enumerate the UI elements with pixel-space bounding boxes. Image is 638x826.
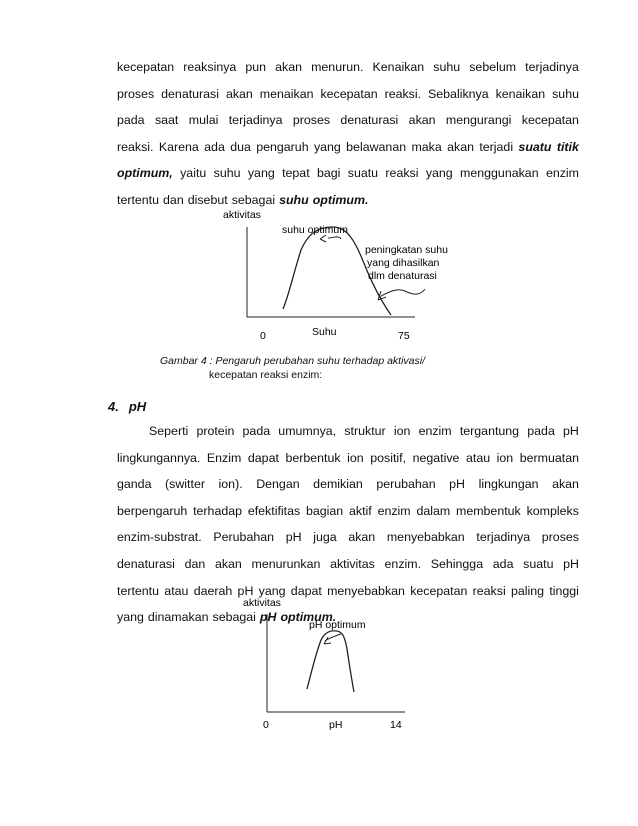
word: tertentu [117, 192, 160, 207]
text-line [117, 445, 579, 472]
word: menyebabkan [327, 583, 405, 598]
word: Seperti [149, 424, 189, 438]
word: suhu [433, 60, 461, 74]
side-annotation-line-1: peningkatan suhu [365, 244, 448, 256]
word: aktivitas [330, 556, 375, 571]
word: berbentuk [285, 450, 341, 465]
word: umumnya, [278, 424, 337, 438]
word: Karena [158, 139, 199, 154]
paragraph-1 [117, 54, 579, 214]
y-axis-label: aktivitas [243, 597, 281, 609]
word: pengaruh [256, 139, 309, 154]
word: yang [313, 139, 341, 154]
word: yang [247, 166, 275, 181]
word: membentuk [456, 503, 521, 518]
word: titik [556, 139, 579, 154]
word: akan [348, 530, 376, 545]
x-axis-label: Suhu [312, 326, 337, 338]
word: lingkungan [478, 477, 539, 492]
word: demikian [313, 477, 363, 492]
word: Dengan [256, 477, 300, 492]
word: positif, [370, 450, 407, 465]
word: reaksi. [117, 139, 154, 154]
word: kecepatan [117, 60, 175, 74]
word: bagian [305, 503, 344, 518]
word: Kenaikan [372, 60, 425, 74]
word: sebagai [212, 610, 256, 625]
word: dua [230, 139, 251, 154]
word: menurun. [311, 60, 364, 74]
word: kecepatan [410, 583, 468, 598]
x-min-label: 0 [260, 330, 266, 342]
word: terjadinya [476, 530, 531, 545]
figure-temperature-activity [215, 205, 485, 345]
word: belawanan [346, 139, 407, 154]
word: menaikan [259, 86, 314, 101]
word: akan [552, 477, 579, 492]
word: suhu [279, 192, 309, 207]
text-line [117, 498, 579, 525]
word: suatu [523, 556, 554, 571]
caption-line-2: kecepatan reaksi enzim: [209, 369, 323, 381]
word: negative [412, 450, 460, 465]
word: aktif [349, 503, 372, 518]
text-line [117, 471, 579, 498]
word: dan [163, 192, 184, 207]
word: struktur [344, 424, 386, 438]
word: ganda [117, 477, 152, 492]
figure-caption [160, 354, 425, 382]
word: Sebaliknya [428, 86, 489, 101]
section-title: pH [128, 399, 147, 414]
word: lingkungannya. [117, 450, 201, 465]
word: dinamakan [147, 610, 209, 625]
word: optimum. [280, 610, 337, 625]
text-line [117, 551, 579, 578]
word: kecepatan [320, 86, 378, 101]
word: optimum, [117, 166, 173, 181]
word: reaksi [472, 583, 506, 598]
word: pH [449, 477, 465, 492]
text-line [117, 81, 579, 108]
word: Sehingga [430, 556, 484, 571]
word: atau [164, 583, 189, 598]
word: dapat [247, 450, 279, 465]
word: dalam [416, 503, 451, 518]
word: menurunkan [251, 556, 321, 571]
word: yang [258, 583, 286, 598]
x-min-label: 0 [263, 719, 269, 731]
word: enzim. [384, 556, 422, 571]
word: reaksinya [183, 60, 237, 74]
peak-arrow [328, 237, 341, 239]
word: terhadap [193, 503, 243, 518]
word: ada [204, 139, 225, 154]
word: dan [184, 556, 206, 571]
word: Perubahan [213, 530, 275, 545]
x-max-label: 14 [390, 719, 402, 731]
word: mulai [188, 113, 219, 128]
word: proses [541, 530, 579, 545]
word: enzim-substrat. [117, 530, 202, 545]
word: suatu [518, 139, 552, 154]
word: sebagai [231, 192, 276, 207]
word: ada [492, 556, 514, 571]
word: perubahan [376, 477, 436, 492]
word: pun [245, 60, 267, 74]
word: terjadinya [525, 60, 579, 74]
word: proses [292, 113, 331, 128]
word: proses [117, 86, 155, 101]
peak-annotation: suhu optimum [282, 224, 348, 236]
text-line [117, 524, 579, 551]
word: enzim [377, 503, 411, 518]
word: pH [259, 610, 277, 625]
word: maka [411, 139, 442, 154]
word: bagi [316, 166, 341, 181]
x-axis-label: pH [329, 719, 343, 731]
word: suhu [552, 86, 579, 101]
word: pH [285, 530, 302, 545]
word: akan [214, 556, 242, 571]
text-line [117, 418, 579, 445]
word: dapat [290, 583, 322, 598]
peak-annotation: pH optimum [309, 619, 366, 631]
word: terjadi [479, 139, 514, 154]
word: enzim [418, 424, 452, 438]
word: mengurangi [445, 113, 512, 128]
word: ion [496, 450, 514, 465]
word: bermuatan [519, 450, 579, 465]
word: ion [347, 450, 364, 465]
word: sebelum [469, 60, 517, 74]
word: kecepatan [521, 113, 579, 128]
word: tepat [282, 166, 310, 181]
word: suhu [213, 166, 241, 181]
word: ion [393, 424, 411, 438]
caption-line-1: Gambar 4 : Pengaruh perubahan suhu terhadap aktivasi/ [160, 355, 426, 367]
word: tergantung [459, 424, 520, 438]
word: tinggi [549, 583, 579, 598]
word: paling [510, 583, 545, 598]
word: Enzim [206, 450, 242, 465]
word: (switter [165, 477, 205, 492]
word: pH [563, 424, 579, 438]
word: denaturasi [340, 113, 399, 128]
x-max-label: 75 [398, 330, 410, 342]
side-annotation-line-3: dlm denaturasi [368, 270, 437, 282]
word: yaitu [180, 166, 207, 181]
word: atau [465, 450, 491, 465]
word: pada [242, 424, 271, 438]
figure-ph-activity [235, 594, 415, 734]
word: kenaikan [495, 86, 546, 101]
word: pH [237, 583, 254, 598]
word: akan [225, 86, 253, 101]
side-annotation-line-2: yang dihasilkan [367, 257, 440, 269]
word: efektifitas [247, 503, 301, 518]
word: reaksi [385, 166, 419, 181]
section-number: 4. [108, 399, 119, 414]
word: tertentu [117, 583, 160, 598]
word: suatu [347, 166, 379, 181]
activity-curve [307, 631, 354, 692]
word: yang [117, 610, 144, 625]
word: pada [117, 113, 145, 128]
word: pada [527, 424, 555, 438]
side-arrow [379, 289, 425, 297]
word: akan [447, 139, 474, 154]
section-heading [108, 399, 156, 414]
word: juga [313, 530, 337, 545]
word: menyebabkan [386, 530, 465, 545]
word: denaturasi [161, 86, 220, 101]
word: akan [275, 60, 303, 74]
text-line [117, 54, 579, 81]
word: protein [196, 424, 235, 438]
word: pH [563, 556, 579, 571]
text-line [117, 107, 579, 134]
word: reaksi. [384, 86, 422, 101]
word: optimum. [312, 192, 369, 207]
word: enzim [545, 166, 579, 181]
y-axis-label: aktivitas [223, 209, 261, 221]
word: terjadinya [228, 113, 283, 128]
word: menggunakan [460, 166, 539, 181]
word: daerah [193, 583, 233, 598]
text-line [117, 134, 579, 161]
word: kompleks [526, 503, 579, 518]
word: saat [154, 113, 179, 128]
word: denaturasi [117, 556, 175, 571]
word: akan [408, 113, 436, 128]
word: yang [425, 166, 453, 181]
peak-arrow-head [320, 235, 326, 242]
word: berpengaruh [117, 503, 188, 518]
text-line [117, 160, 579, 187]
word: disebut [187, 192, 228, 207]
word: ion). [218, 477, 243, 492]
